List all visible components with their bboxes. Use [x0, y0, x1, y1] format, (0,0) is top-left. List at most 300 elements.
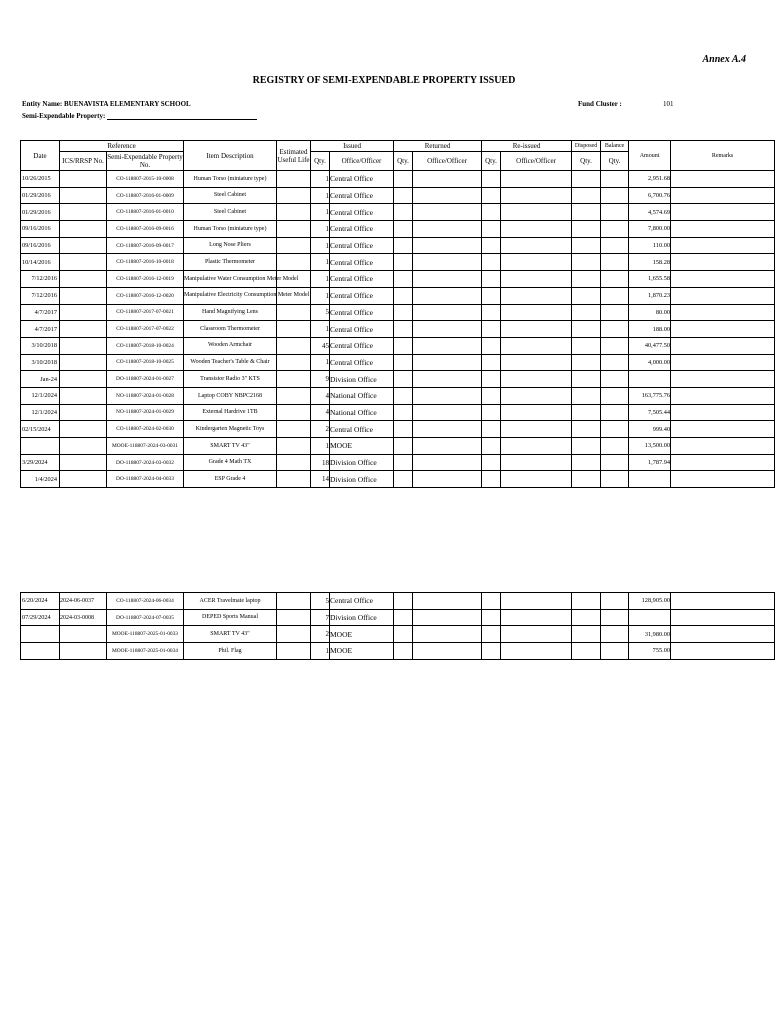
cell-ics-rrsp-no	[60, 371, 107, 388]
cell-disposed-qty	[572, 471, 601, 488]
cell-returned-office	[413, 387, 482, 404]
cell-item-description: Wooden Teacher's Table & Chair	[184, 354, 277, 371]
cell-disposed-qty	[572, 387, 601, 404]
table-row	[21, 321, 775, 338]
cell-item-description: Steel Cabinet	[184, 204, 277, 221]
table-row	[21, 337, 775, 354]
cell-useful-life	[277, 354, 311, 371]
cell-issued-qty: 14	[311, 471, 330, 488]
cell-balance-qty	[601, 609, 629, 626]
cell-useful-life	[277, 421, 311, 438]
cell-issued-qty: 1	[311, 221, 330, 238]
cell-remarks	[671, 454, 775, 471]
cell-issued-office: Central Office	[330, 321, 394, 338]
cell-returned-qty	[394, 371, 413, 388]
cell-item-description: Wooden Armchair	[184, 337, 277, 354]
cell-remarks	[671, 271, 775, 288]
cell-useful-life	[277, 337, 311, 354]
cell-ics-rrsp-no	[60, 221, 107, 238]
cell-remarks	[671, 387, 775, 404]
cell-issued-qty: 1	[311, 321, 330, 338]
header-remarks: Remarks	[671, 141, 775, 171]
cell-date: 4/7/2017	[21, 304, 60, 321]
cell-issued-office: National Office	[330, 387, 394, 404]
cell-reissued-office	[501, 237, 572, 254]
cell-balance-qty	[601, 354, 629, 371]
cell-reissued-qty	[482, 593, 501, 610]
cell-useful-life	[277, 643, 311, 660]
cell-issued-qty: 2	[311, 421, 330, 438]
header-reissued-office: Office/Officer	[501, 152, 572, 171]
cell-issued-qty: 4	[311, 404, 330, 421]
cell-issued-office: Central Office	[330, 171, 394, 188]
cell-amount: 158.28	[629, 254, 671, 271]
cell-returned-office	[413, 304, 482, 321]
cell-date: 7/12/2016	[21, 287, 60, 304]
cell-reissued-office	[501, 204, 572, 221]
cell-reissued-office	[501, 337, 572, 354]
table-row	[21, 626, 775, 643]
cell-remarks	[671, 287, 775, 304]
cell-date: 02/15/2024	[21, 421, 60, 438]
cell-issued-qty: 5	[311, 304, 330, 321]
cell-returned-office	[413, 171, 482, 188]
cell-date: 09/16/2016	[21, 221, 60, 238]
cell-property-no: DO-118807-2024-01-0027	[107, 371, 184, 388]
cell-ics-rrsp-no	[60, 304, 107, 321]
cell-reissued-qty	[482, 237, 501, 254]
cell-reissued-qty	[482, 371, 501, 388]
cell-date: 12/1/2024	[21, 387, 60, 404]
cell-property-no: CO-118807-2016-01-0009	[107, 187, 184, 204]
cell-issued-qty: 1	[311, 271, 330, 288]
cell-item-description: Phil. Flag	[184, 643, 277, 660]
fund-cluster-label: Fund Cluster :	[578, 100, 622, 108]
cell-reissued-qty	[482, 171, 501, 188]
cell-disposed-qty	[572, 626, 601, 643]
cell-issued-qty: 1	[311, 237, 330, 254]
cell-useful-life	[277, 221, 311, 238]
cell-useful-life	[277, 254, 311, 271]
cell-property-no: MOOE-118807-2024-03-0031	[107, 438, 184, 455]
cell-issued-office: Central Office	[330, 187, 394, 204]
cell-reissued-qty	[482, 471, 501, 488]
cell-returned-office	[413, 593, 482, 610]
cell-amount: 40,477.50	[629, 337, 671, 354]
header-property-no: Semi-Expendable Property No.	[107, 153, 183, 169]
cell-reissued-office	[501, 454, 572, 471]
cell-property-no: NO-118807-2024-01-0028	[107, 387, 184, 404]
cell-balance-qty	[601, 337, 629, 354]
cell-returned-office	[413, 371, 482, 388]
cell-useful-life	[277, 171, 311, 188]
cell-useful-life	[277, 454, 311, 471]
cell-issued-office: Central Office	[330, 271, 394, 288]
cell-property-no: NO-118807-2024-01-0029	[107, 404, 184, 421]
cell-returned-qty	[394, 187, 413, 204]
cell-reissued-qty	[482, 609, 501, 626]
cell-returned-qty	[394, 171, 413, 188]
cell-property-no: CO-118807-2015-10-0008	[107, 171, 184, 188]
cell-remarks	[671, 354, 775, 371]
cell-issued-qty: 1	[311, 287, 330, 304]
cell-property-no: CO-118807-2017-07-0021	[107, 304, 184, 321]
cell-disposed-qty	[572, 287, 601, 304]
cell-reissued-office	[501, 287, 572, 304]
cell-issued-qty: 1	[311, 204, 330, 221]
cell-ics-rrsp-no	[60, 204, 107, 221]
cell-disposed-qty	[572, 421, 601, 438]
cell-returned-qty	[394, 593, 413, 610]
cell-reissued-qty	[482, 204, 501, 221]
cell-amount	[629, 609, 671, 626]
cell-reissued-office	[501, 371, 572, 388]
cell-returned-qty	[394, 609, 413, 626]
cell-item-description: Plastic Thermometer	[184, 254, 277, 271]
cell-ics-rrsp-no	[60, 404, 107, 421]
cell-ics-rrsp-no	[60, 438, 107, 455]
cell-date	[21, 626, 60, 643]
cell-reissued-qty	[482, 354, 501, 371]
entity-name-line	[22, 100, 191, 108]
header-balance-qty: Qty.	[601, 152, 629, 171]
cell-issued-office: MOOE	[330, 643, 394, 660]
cell-property-no: DO-118807-2024-03-0032	[107, 454, 184, 471]
cell-remarks	[671, 471, 775, 488]
header-amount: Amount	[629, 141, 671, 171]
cell-date: 07/29/2024	[21, 609, 60, 626]
cell-issued-office: MOOE	[330, 626, 394, 643]
cell-disposed-qty	[572, 337, 601, 354]
fund-cluster-value: 101	[663, 100, 674, 108]
cell-amount: 128,905.00	[629, 593, 671, 610]
cell-reissued-qty	[482, 321, 501, 338]
cell-returned-qty	[394, 304, 413, 321]
cell-reissued-office	[501, 354, 572, 371]
table-row	[21, 204, 775, 221]
cell-item-description: Manipulative Water Consumption Meter Model	[184, 271, 277, 288]
cell-ics-rrsp-no	[60, 626, 107, 643]
cell-returned-office	[413, 321, 482, 338]
cell-reissued-qty	[482, 438, 501, 455]
cell-reissued-office	[501, 221, 572, 238]
cell-item-description: SMART TV 43"	[184, 438, 277, 455]
cell-ics-rrsp-no	[60, 454, 107, 471]
cell-amount: 999.40	[629, 421, 671, 438]
cell-issued-office: Division Office	[330, 454, 394, 471]
table-row	[21, 304, 775, 321]
cell-returned-office	[413, 438, 482, 455]
cell-issued-qty: 45	[311, 337, 330, 354]
cell-remarks	[671, 371, 775, 388]
cell-amount: 6,700.76	[629, 187, 671, 204]
cell-item-description: Long Nose Pliers	[184, 237, 277, 254]
cell-date: 01/29/2016	[21, 187, 60, 204]
cell-useful-life	[277, 626, 311, 643]
cell-useful-life	[277, 187, 311, 204]
cell-reissued-office	[501, 626, 572, 643]
cell-remarks	[671, 321, 775, 338]
cell-date: 10/14/2016	[21, 254, 60, 271]
header-returned-office: Office/Officer	[413, 152, 482, 171]
cell-ics-rrsp-no: 2024-03-0008	[60, 609, 107, 626]
cell-amount: 1,870.23	[629, 287, 671, 304]
cell-date: 6/20/2024	[21, 593, 60, 610]
cell-date: 1/4/2024	[21, 471, 60, 488]
cell-item-description: Steel Cabinet	[184, 187, 277, 204]
cell-returned-office	[413, 254, 482, 271]
cell-property-no: CO-118807-2016-09-0017	[107, 237, 184, 254]
header-returned-qty: Qty.	[394, 152, 413, 171]
cell-ics-rrsp-no	[60, 171, 107, 188]
table-row	[21, 593, 775, 610]
cell-date: 4/7/2017	[21, 321, 60, 338]
cell-reissued-qty	[482, 387, 501, 404]
cell-disposed-qty	[572, 404, 601, 421]
cell-ics-rrsp-no	[60, 237, 107, 254]
cell-reissued-office	[501, 593, 572, 610]
cell-ics-rrsp-no	[60, 421, 107, 438]
cell-disposed-qty	[572, 593, 601, 610]
property-label: Semi-Expendable Property	[22, 112, 103, 120]
cell-issued-office: National Office	[330, 404, 394, 421]
cell-remarks	[671, 438, 775, 455]
cell-date: 10/26/2015	[21, 171, 60, 188]
cell-amount: 7,505.44	[629, 404, 671, 421]
cell-balance-qty	[601, 304, 629, 321]
cell-reissued-office	[501, 404, 572, 421]
header-ics-rrsp-no: ICS/RRSP No.	[60, 152, 107, 171]
registry-table-bottom	[20, 592, 775, 660]
cell-reissued-office	[501, 438, 572, 455]
table-row	[21, 421, 775, 438]
cell-amount	[629, 471, 671, 488]
cell-ics-rrsp-no	[60, 337, 107, 354]
table-header	[21, 141, 775, 171]
cell-disposed-qty	[572, 271, 601, 288]
cell-issued-qty: 4	[311, 387, 330, 404]
cell-issued-office: MOOE	[330, 438, 394, 455]
cell-remarks	[671, 626, 775, 643]
cell-disposed-qty	[572, 354, 601, 371]
cell-reissued-office	[501, 471, 572, 488]
cell-issued-qty: 18	[311, 454, 330, 471]
cell-balance-qty	[601, 221, 629, 238]
registry-table-top	[20, 140, 775, 488]
cell-useful-life	[277, 371, 311, 388]
cell-property-no: CO-118807-2016-01-0010	[107, 204, 184, 221]
cell-useful-life	[277, 593, 311, 610]
cell-amount: 163,775.76	[629, 387, 671, 404]
cell-reissued-office	[501, 271, 572, 288]
cell-remarks	[671, 643, 775, 660]
cell-date: Jan-24	[21, 371, 60, 388]
cell-reissued-qty	[482, 187, 501, 204]
cell-reissued-qty	[482, 643, 501, 660]
cell-date: 3/10/2018	[21, 354, 60, 371]
cell-remarks	[671, 609, 775, 626]
cell-remarks	[671, 171, 775, 188]
cell-balance-qty	[601, 454, 629, 471]
cell-issued-office: Division Office	[330, 471, 394, 488]
table-row	[21, 354, 775, 371]
cell-reissued-qty	[482, 287, 501, 304]
cell-reissued-qty	[482, 404, 501, 421]
cell-reissued-office	[501, 171, 572, 188]
header-issued-qty: Qty.	[311, 152, 330, 171]
cell-balance-qty	[601, 438, 629, 455]
cell-balance-qty	[601, 254, 629, 271]
header-reissued: Re-issued	[482, 141, 572, 152]
cell-balance-qty	[601, 204, 629, 221]
cell-ics-rrsp-no	[60, 643, 107, 660]
cell-balance-qty	[601, 187, 629, 204]
cell-amount: 80.00	[629, 304, 671, 321]
table-row	[21, 471, 775, 488]
cell-issued-qty: 5	[311, 593, 330, 610]
cell-item-description: SMART TV 43"	[184, 626, 277, 643]
cell-ics-rrsp-no	[60, 387, 107, 404]
cell-useful-life	[277, 204, 311, 221]
cell-balance-qty	[601, 171, 629, 188]
cell-amount: 755.00	[629, 643, 671, 660]
cell-issued-office: Central Office	[330, 593, 394, 610]
cell-returned-qty	[394, 321, 413, 338]
table-row	[21, 221, 775, 238]
cell-returned-office	[413, 221, 482, 238]
cell-reissued-office	[501, 387, 572, 404]
property-line: Semi-Expendable Property:	[22, 112, 257, 120]
cell-reissued-qty	[482, 271, 501, 288]
cell-useful-life	[277, 387, 311, 404]
entity-name-value: BUENAVISTA ELEMENTARY SCHOOL	[64, 100, 191, 108]
cell-reissued-office	[501, 609, 572, 626]
cell-reissued-qty	[482, 454, 501, 471]
cell-balance-qty	[601, 643, 629, 660]
cell-issued-office: Central Office	[330, 287, 394, 304]
cell-remarks	[671, 421, 775, 438]
cell-reissued-qty	[482, 254, 501, 271]
cell-balance-qty	[601, 471, 629, 488]
cell-remarks	[671, 204, 775, 221]
cell-issued-qty: 1	[311, 171, 330, 188]
cell-remarks	[671, 187, 775, 204]
cell-returned-office	[413, 471, 482, 488]
cell-reissued-qty	[482, 626, 501, 643]
header-disposed-qty: Qty.	[572, 152, 601, 171]
cell-property-no: DO-118807-2024-07-0035	[107, 609, 184, 626]
cell-remarks	[671, 404, 775, 421]
header-balance: Balance	[601, 141, 629, 152]
cell-remarks	[671, 254, 775, 271]
table-row	[21, 609, 775, 626]
cell-disposed-qty	[572, 171, 601, 188]
cell-reissued-qty	[482, 221, 501, 238]
cell-returned-office	[413, 354, 482, 371]
cell-issued-office: Central Office	[330, 237, 394, 254]
cell-property-no: CO-118807-2024-06-0034	[107, 593, 184, 610]
cell-amount: 1,787.94	[629, 454, 671, 471]
cell-balance-qty	[601, 421, 629, 438]
cell-item-description: Classroom Thermometer	[184, 321, 277, 338]
cell-returned-office	[413, 287, 482, 304]
entity-name-label: Entity Name:	[22, 100, 63, 108]
cell-balance-qty	[601, 404, 629, 421]
cell-ics-rrsp-no	[60, 187, 107, 204]
cell-issued-qty: 7	[311, 609, 330, 626]
cell-item-description: Grade 4 Math TX	[184, 454, 277, 471]
header-estimated-useful-life: Estimated Useful Life	[277, 141, 311, 171]
cell-returned-qty	[394, 438, 413, 455]
cell-item-description: Transistor Radio 3" KTS	[184, 371, 277, 388]
cell-disposed-qty	[572, 237, 601, 254]
cell-returned-office	[413, 643, 482, 660]
cell-issued-qty: 1	[311, 643, 330, 660]
cell-issued-qty: 1	[311, 438, 330, 455]
cell-property-no: CO-118807-2018-10-0024	[107, 337, 184, 354]
cell-ics-rrsp-no: 2024-06-0037	[60, 593, 107, 610]
cell-reissued-office	[501, 254, 572, 271]
cell-date: 12/1/2024	[21, 404, 60, 421]
cell-amount	[629, 371, 671, 388]
cell-item-description: ACER Travelmate laptop	[184, 593, 277, 610]
header-date: Date	[21, 141, 60, 171]
cell-property-no: CO-118807-2016-12-0020	[107, 287, 184, 304]
table-row	[21, 438, 775, 455]
cell-returned-office	[413, 271, 482, 288]
cell-disposed-qty	[572, 221, 601, 238]
cell-date	[21, 643, 60, 660]
header-disposed: Disposed	[572, 141, 601, 152]
cell-disposed-qty	[572, 204, 601, 221]
cell-returned-office	[413, 337, 482, 354]
cell-property-no: CO-118807-2017-07-0022	[107, 321, 184, 338]
cell-disposed-qty	[572, 304, 601, 321]
cell-issued-office: Central Office	[330, 421, 394, 438]
cell-returned-qty	[394, 221, 413, 238]
table-row	[21, 371, 775, 388]
cell-useful-life	[277, 438, 311, 455]
table-row	[21, 643, 775, 660]
cell-useful-life	[277, 609, 311, 626]
cell-ics-rrsp-no	[60, 471, 107, 488]
table-row	[21, 287, 775, 304]
table-row	[21, 187, 775, 204]
cell-item-description: External Hardrive 1TB	[184, 404, 277, 421]
cell-item-description: Manipulative Electricity Consumption Meter Model	[184, 287, 277, 304]
cell-balance-qty	[601, 593, 629, 610]
header-reference: Reference	[60, 141, 184, 152]
cell-disposed-qty	[572, 187, 601, 204]
cell-issued-office: Central Office	[330, 354, 394, 371]
cell-item-description: ESP Grade 4	[184, 471, 277, 488]
table-row	[21, 254, 775, 271]
cell-returned-office	[413, 626, 482, 643]
cell-property-no: DO-118807-2024-04-0033	[107, 471, 184, 488]
cell-remarks	[671, 237, 775, 254]
cell-property-no: CO-118807-2016-09-0016	[107, 221, 184, 238]
table-row	[21, 454, 775, 471]
cell-amount: 188.00	[629, 321, 671, 338]
cell-ics-rrsp-no	[60, 287, 107, 304]
cell-balance-qty	[601, 321, 629, 338]
header-returned: Returned	[394, 141, 482, 152]
cell-issued-office: Division Office	[330, 609, 394, 626]
cell-issued-office: Division Office	[330, 371, 394, 388]
cell-returned-qty	[394, 454, 413, 471]
cell-amount: 4,574.69	[629, 204, 671, 221]
cell-useful-life	[277, 404, 311, 421]
